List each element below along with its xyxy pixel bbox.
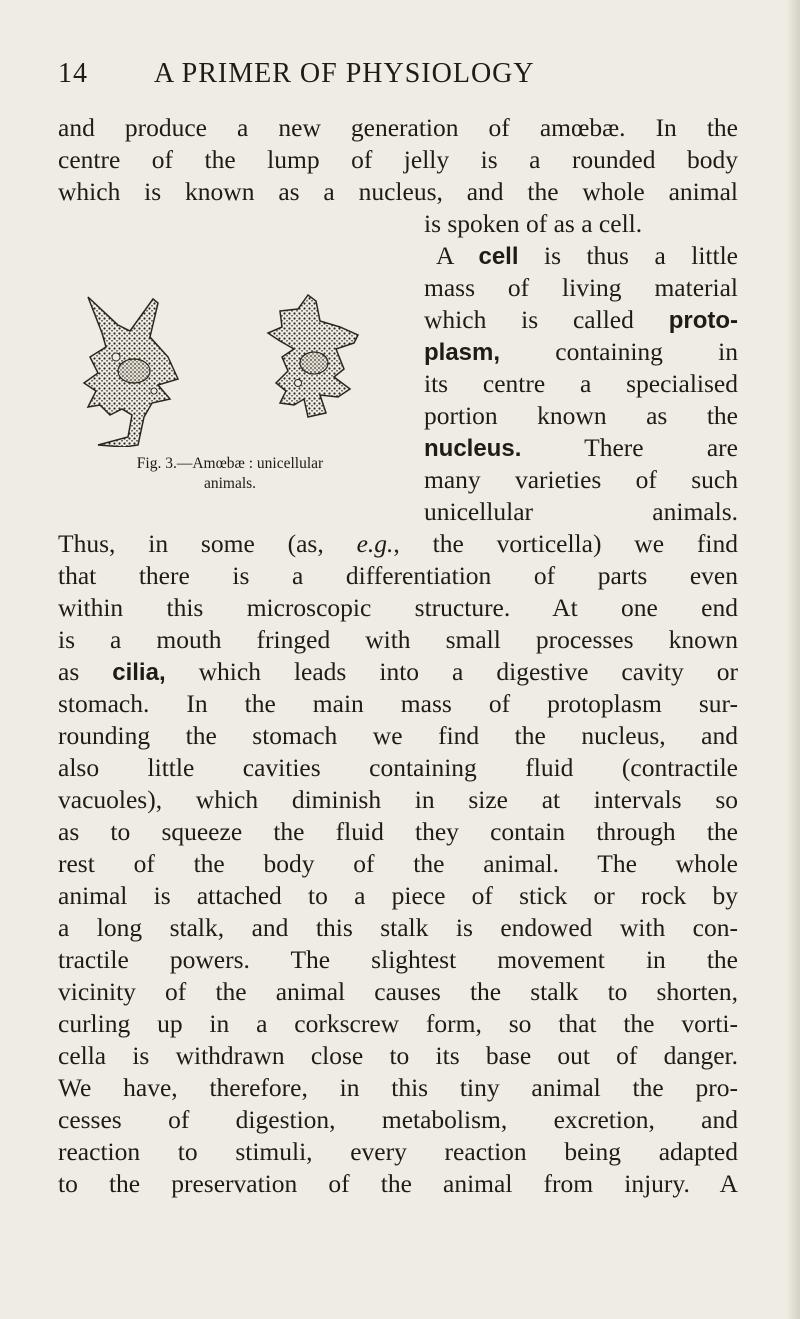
text-line: cesses of digestion, metabolism, excretion, and	[58, 1105, 738, 1134]
text-line: which is called proto-	[424, 305, 738, 334]
caption-line: animals.	[203, 475, 257, 492]
caption-line: Fig. 3.—Amœbæ : unicellular	[136, 455, 324, 472]
text-line: cella is withdrawn close to its base out of danger.	[58, 1041, 738, 1070]
text-line: A cell is thus a little	[436, 241, 738, 270]
text-line: centre of the lump of jelly is a rounded body	[58, 145, 738, 174]
amoeba-right	[268, 295, 358, 417]
text-line: within this microscopic structure. At one end	[58, 593, 738, 622]
text-line: reaction to stimuli, every reaction being adapted	[58, 1137, 738, 1166]
amoebae-figure	[58, 287, 414, 447]
text-line: mass of living material	[424, 273, 738, 302]
text-line: curling up in a corkscrew form, so that the vorti-	[58, 1009, 738, 1038]
text-line: a long stalk, and this stalk is endowed with con-	[58, 913, 738, 942]
text-line: its centre a specialised	[424, 369, 738, 398]
opening-paragraph	[58, 112, 738, 208]
keyword-protoplasm: proto-	[668, 307, 738, 334]
text-line: stomach. In the main mass of protoplasm sur-	[58, 689, 738, 718]
keyword-nucleus: nucleus.	[424, 435, 522, 462]
text-line: plasm, containing in	[424, 337, 738, 366]
nucleus-left	[118, 359, 150, 383]
book-title: A PRIMER OF PHYSIOLOGY	[154, 58, 535, 89]
text-line: unicellular animals.	[424, 497, 738, 526]
text-line: portion known as the	[424, 401, 738, 430]
text-line: rest of the body of the animal. The whole	[58, 849, 738, 878]
text-line: vicinity of the animal causes the stalk to shorten,	[58, 977, 738, 1006]
text-line: rounding the stomach we find the nucleus, and	[58, 721, 738, 750]
text-line: tractile powers. The slightest movement in the	[58, 945, 738, 974]
text-line: that there is a differentiation of parts even	[58, 561, 738, 590]
nucleus-right	[300, 352, 328, 374]
running-head	[58, 58, 708, 90]
figure-wrap-text	[424, 208, 738, 528]
text-line: animal is attached to a piece of stick or rock by	[58, 881, 738, 910]
keyword-protoplasm-cont: plasm,	[424, 339, 501, 366]
text-line: also little cavities containing fluid (contractile	[58, 753, 738, 782]
text-line: which is known as a nucleus, and the whole animal	[58, 177, 738, 206]
text-line: as cilia, which leads into a digestive cavity or	[58, 657, 738, 686]
keyword-cilia: cilia,	[112, 659, 166, 686]
text-line: Thus, in some (as, e.g., the vorticella) we find	[58, 529, 738, 558]
text-line: is spoken of as a cell.	[424, 209, 643, 238]
text-line: to the preservation of the animal from injury. A	[58, 1169, 738, 1198]
amoeba-left	[84, 297, 178, 447]
main-paragraph	[58, 528, 738, 1200]
amoebae-illustration	[58, 287, 414, 447]
page-number: 14	[58, 58, 88, 89]
text-line: vacuoles), which diminish in size at intervals so	[58, 785, 738, 814]
text-line: nucleus. There are	[424, 433, 738, 462]
page-edge-shadow	[786, 0, 800, 1319]
text-line: is a mouth fringed with small processes known	[58, 625, 738, 654]
text-line: and produce a new generation of amœbæ. In the	[58, 113, 738, 142]
text-line: We have, therefore, in this tiny animal the pro-	[58, 1073, 738, 1102]
text-line: as to squeeze the fluid they contain through the	[58, 817, 738, 846]
keyword-cell: cell	[478, 243, 519, 270]
figure-caption	[80, 454, 380, 494]
text-line: many varieties of such	[424, 465, 738, 494]
